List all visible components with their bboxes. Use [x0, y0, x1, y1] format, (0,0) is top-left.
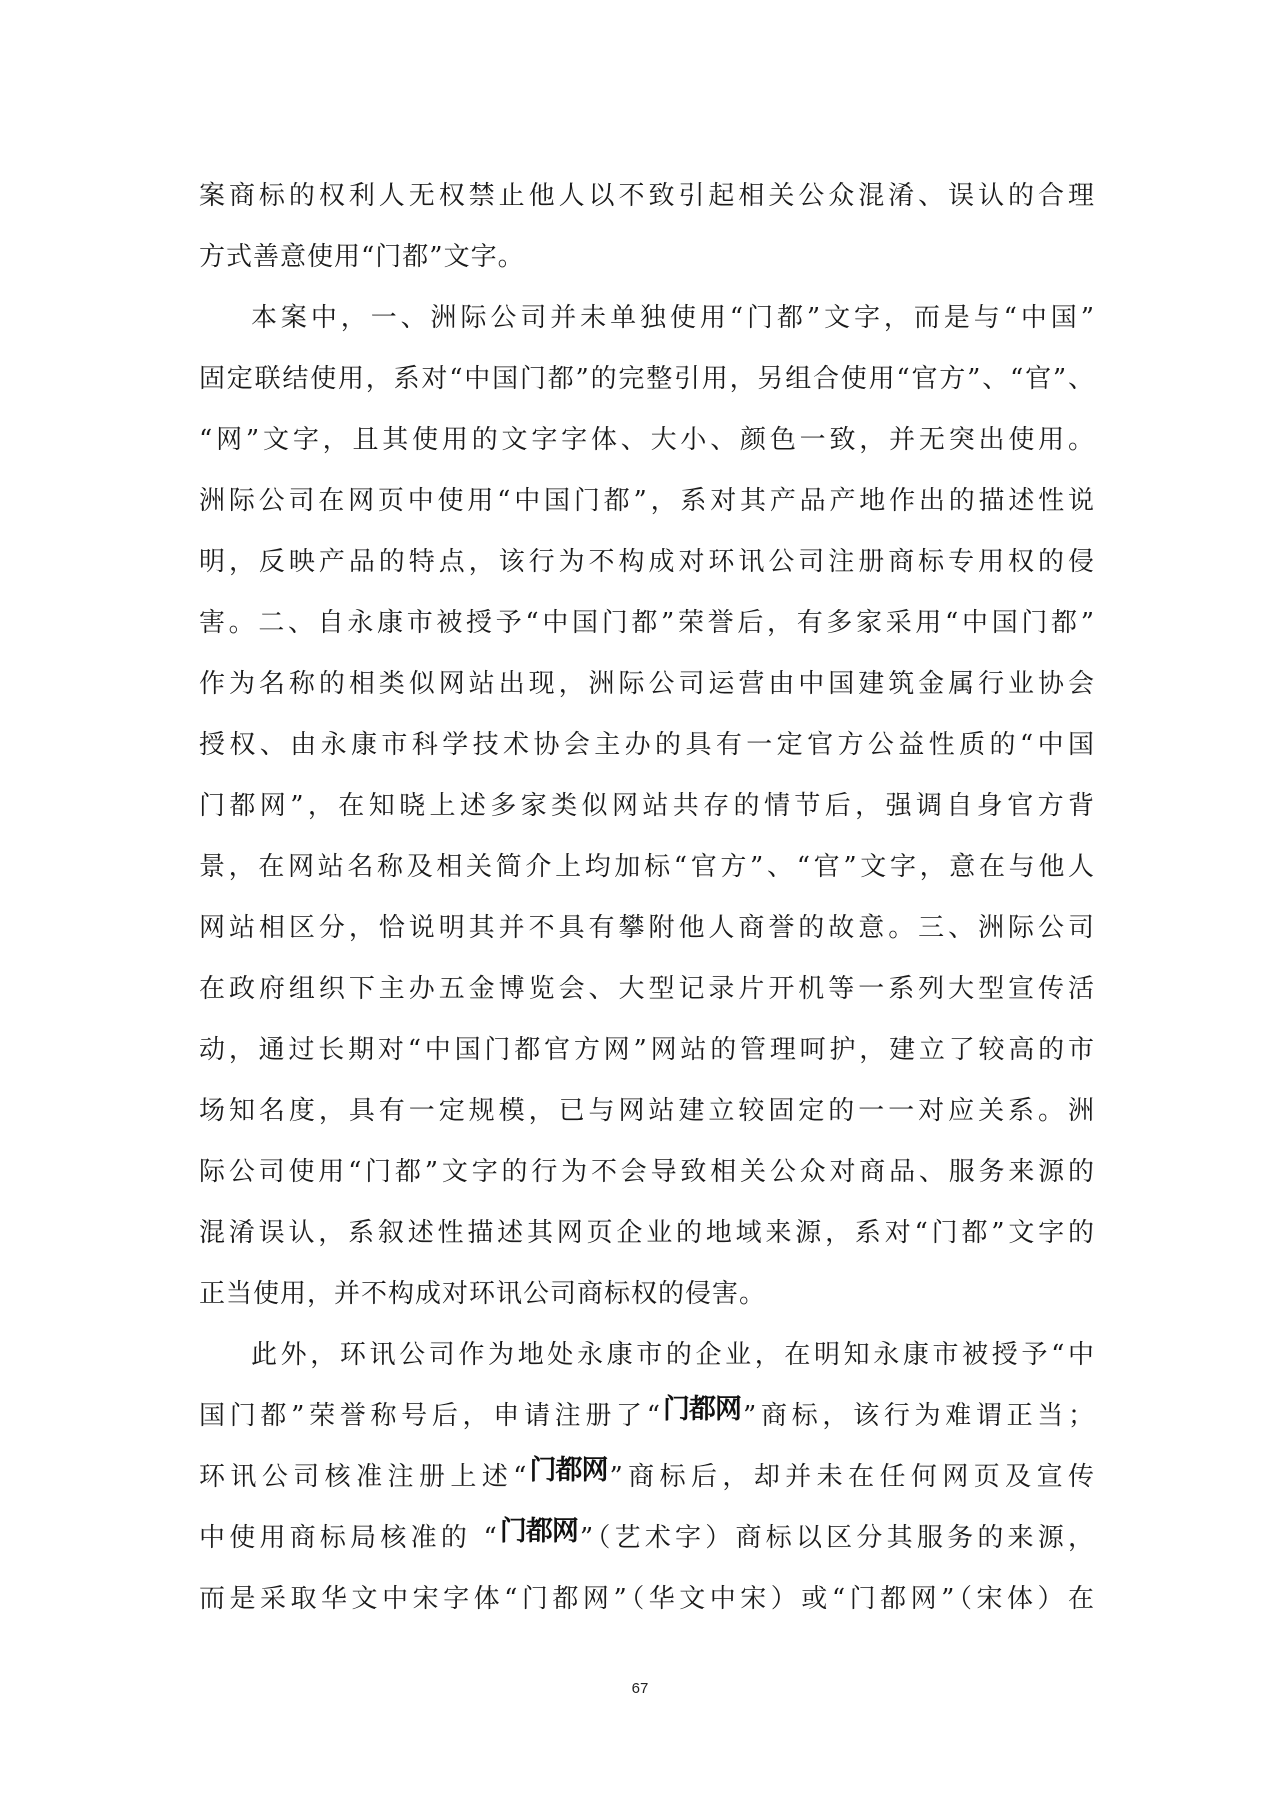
- text-line: 动，通过长期对“中国门都官方网”网站的管理呵护，建立了较高的市: [199, 1035, 1095, 1065]
- text-line: 此外，环讯公司作为地处永康市的企业，在明知永康市被授予“中: [251, 1340, 1095, 1370]
- text-line: 网站相区分，恰说明其并不具有攀附他人商誉的故意。三、洲际公司: [199, 913, 1095, 943]
- text-segment: ”（艺术字）商标以区分其服务的来源，: [579, 1523, 1095, 1553]
- text-line: 在政府组织下主办五金博览会、大型记录片开机等一系列大型宣传活: [199, 974, 1095, 1004]
- body-text: [199, 166, 1095, 1630]
- text-segment: ”商标后，却并未在任何网页及宣传: [609, 1462, 1095, 1492]
- trademark-logo: 门都网: [499, 1516, 578, 1547]
- text-segment: 环讯公司核准注册上述“: [199, 1462, 528, 1492]
- text-line: 而是采取华文中宋字体“门都网”（华文中宋）或“门都网”（宋体）在: [199, 1584, 1095, 1614]
- text-line: “网”文字，且其使用的文字字体、大小、颜色一致，并无突出使用。: [199, 425, 1095, 455]
- text-segment: 中使用商标局核准的 “: [199, 1523, 498, 1553]
- trademark-logo: 门都网: [663, 1394, 742, 1425]
- text-line: 洲际公司在网页中使用“中国门都”，系对其产品产地作出的描述性说: [199, 486, 1095, 516]
- text-segment: ”商标，该行为难谓正当；: [743, 1401, 1095, 1431]
- text-line: 场知名度，具有一定规模，已与网站建立较固定的一一对应关系。洲: [199, 1096, 1095, 1126]
- text-segment: 国门都”荣誉称号后，申请注册了“: [199, 1401, 662, 1431]
- text-line: 授权、由永康市科学技术协会主办的具有一定官方公益性质的“中国: [199, 730, 1095, 760]
- text-line: 门都网”，在知晓上述多家类似网站共存的情节后，强调自身官方背: [199, 791, 1095, 821]
- text-line: 际公司使用“门都”文字的行为不会导致相关公众对商品、服务来源的: [199, 1157, 1095, 1187]
- page-number: 67: [631, 1680, 649, 1697]
- text-line-with-logo: [199, 1508, 1095, 1569]
- text-line: 本案中，一、洲际公司并未单独使用“门都”文字，而是与“中国”: [251, 303, 1095, 333]
- text-line: 害。二、自永康市被授予“中国门都”荣誉后，有多家采用“中国门都”: [199, 608, 1095, 638]
- text-line-with-logo: [199, 1447, 1095, 1508]
- text-line: 案商标的权利人无权禁止他人以不致引起相关公众混淆、误认的合理: [199, 181, 1095, 211]
- text-line: 方式善意使用“门都”文字。: [199, 242, 525, 272]
- text-line: 固定联结使用，系对“中国门都”的完整引用，另组合使用“官方”、“官”、: [199, 364, 1095, 394]
- text-line: 明，反映产品的特点，该行为不构成对环讯公司注册商标专用权的侵: [199, 547, 1095, 577]
- text-line: 混淆误认，系叙述性描述其网页企业的地域来源，系对“门都”文字的: [199, 1218, 1095, 1248]
- text-line: 景，在网站名称及相关简介上均加标“官方”、“官”文字，意在与他人: [199, 852, 1095, 882]
- text-line-with-logo: [199, 1386, 1095, 1447]
- trademark-logo: 门都网: [529, 1455, 608, 1486]
- text-line: 作为名称的相类似网站出现，洲际公司运营由中国建筑金属行业协会: [199, 669, 1095, 699]
- text-line: 正当使用，并不构成对环讯公司商标权的侵害。: [199, 1279, 767, 1309]
